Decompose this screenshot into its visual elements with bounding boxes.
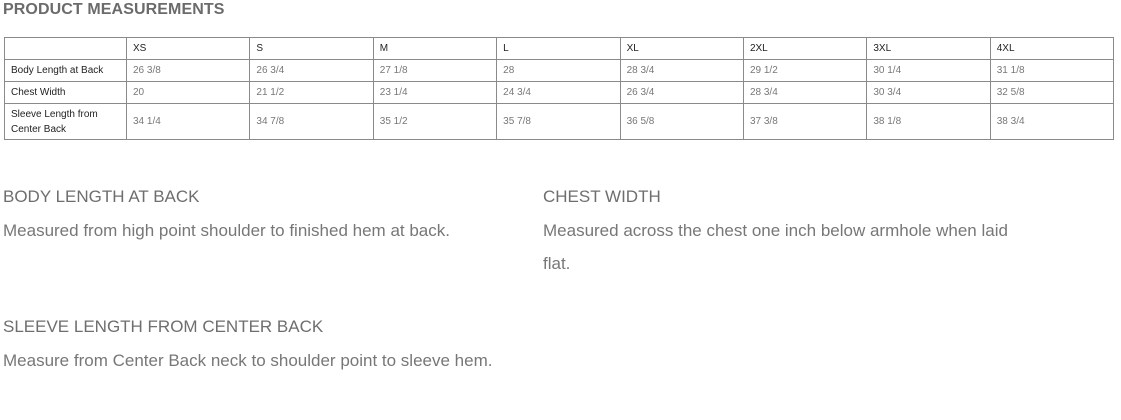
row-label-line: Center Back (11, 123, 67, 135)
table-cell: 28 (497, 60, 620, 82)
size-header: 2XL (743, 38, 866, 60)
table-cell: 31 1/8 (990, 60, 1113, 82)
table-cell: 20 (127, 82, 250, 104)
table-cell: 28 3/4 (620, 60, 743, 82)
table-corner-cell (5, 38, 127, 60)
section-text: Measured across the chest one inch below armhole when laid flat. (543, 221, 1008, 273)
table-cell: 34 1/4 (127, 104, 250, 140)
chest-width-section (543, 186, 1023, 280)
table-cell: 26 3/4 (620, 82, 743, 104)
section-text: Measured from high point shoulder to finished hem at back. (3, 221, 450, 240)
section-heading: SLEEVE LENGTH FROM CENTER BACK (3, 317, 324, 336)
section-heading: BODY LENGTH AT BACK (3, 187, 200, 206)
table-row (5, 104, 1114, 140)
table-cell: 24 3/4 (497, 82, 620, 104)
row-label: Chest Width (5, 82, 127, 104)
table-cell: 27 1/8 (373, 60, 496, 82)
table-cell: 34 7/8 (250, 104, 373, 140)
row-label (5, 104, 127, 140)
size-header: 4XL (990, 38, 1113, 60)
section-heading: CHEST WIDTH (543, 187, 661, 206)
table-cell: 38 1/8 (867, 104, 990, 140)
size-header: XS (127, 38, 250, 60)
page-title: PRODUCT MEASUREMENTS (3, 1, 225, 18)
sleeve-length-section (3, 316, 503, 377)
body-length-section (3, 186, 503, 247)
table-cell: 30 3/4 (867, 82, 990, 104)
table-cell: 38 3/4 (990, 104, 1113, 140)
table-cell: 26 3/4 (250, 60, 373, 82)
table-cell: 36 5/8 (620, 104, 743, 140)
table-cell: 29 1/2 (743, 60, 866, 82)
row-label-line: Sleeve Length from (11, 108, 98, 120)
size-header: M (373, 38, 496, 60)
section-text: Measure from Center Back neck to shoulder point to sleeve hem. (3, 351, 493, 370)
table-row (5, 82, 1114, 104)
table-cell: 32 5/8 (990, 82, 1113, 104)
table-cell: 35 1/2 (373, 104, 496, 140)
table-cell: 26 3/8 (127, 60, 250, 82)
table-cell: 28 3/4 (743, 82, 866, 104)
table-cell: 30 1/4 (867, 60, 990, 82)
size-header: L (497, 38, 620, 60)
size-header: S (250, 38, 373, 60)
table-row (5, 60, 1114, 82)
table-cell: 37 3/8 (743, 104, 866, 140)
table-cell: 23 1/4 (373, 82, 496, 104)
table-cell: 35 7/8 (497, 104, 620, 140)
row-label: Body Length at Back (5, 60, 127, 82)
size-header: XL (620, 38, 743, 60)
size-header: 3XL (867, 38, 990, 60)
measurements-table (4, 37, 1114, 140)
table-header-row (5, 38, 1114, 60)
table-cell: 21 1/2 (250, 82, 373, 104)
